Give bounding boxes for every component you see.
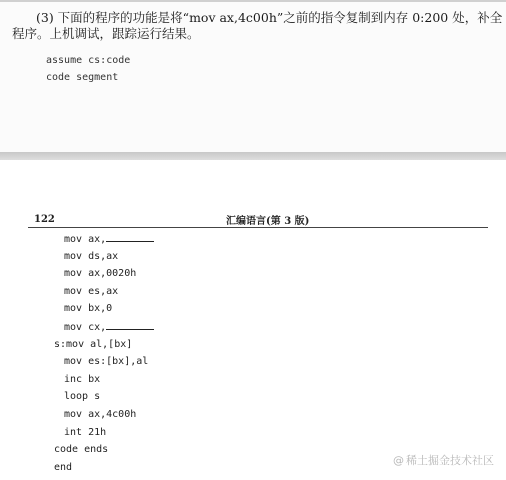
page-gap — [0, 152, 506, 160]
code-text: mov ax,0020h — [64, 268, 137, 280]
code-line — [64, 373, 100, 387]
code-text: mov es:[bx],al — [64, 356, 149, 368]
code-line — [54, 443, 108, 457]
code-text: mov bx,0 — [64, 303, 113, 315]
code-text: mov cx, — [64, 322, 107, 333]
code-text: end — [54, 461, 73, 473]
code-text: int 21h — [64, 426, 107, 438]
watermark — [393, 452, 494, 468]
code-text: mov ds,ax — [64, 250, 119, 262]
code-line-assume: assume cs:code — [46, 55, 131, 66]
code-line — [64, 267, 136, 281]
code-block-top — [46, 52, 130, 86]
code-text: mov ax, — [64, 234, 107, 245]
code-line — [64, 390, 100, 404]
code-line — [64, 426, 106, 440]
code-text: code ends — [54, 444, 109, 456]
code-line — [64, 250, 118, 264]
page-number: 122 — [34, 214, 55, 225]
task-description-line1: (3) 下面的程序的功能是将“mov ax,4c00h”之前的指令复制到内存 0:200 处，补全 — [36, 10, 503, 25]
book-header-title: 汇编语言(第 3 版) — [226, 216, 310, 227]
code-text: s:mov al,[bx] — [54, 338, 133, 350]
code-line — [54, 338, 132, 352]
code-text: inc bx — [64, 373, 101, 385]
watermark-text: 稀土掘金技术社区 — [406, 454, 494, 467]
header-rule — [28, 227, 488, 228]
code-line — [54, 461, 72, 475]
code-line-segment: code segment — [46, 72, 119, 83]
task-description-line2: 程序。上机调试，跟踪运行结果。 — [12, 26, 200, 41]
code-text: mov es,ax — [64, 285, 119, 297]
code-line — [64, 355, 148, 369]
fill-in-blank — [106, 320, 154, 330]
code-line — [64, 408, 136, 422]
watermark-at: @ — [393, 454, 404, 467]
code-line — [64, 320, 154, 334]
cut-line — [0, 0, 506, 2]
code-text: loop s — [64, 391, 101, 403]
code-line — [64, 285, 118, 299]
code-line — [64, 302, 112, 316]
code-line — [64, 232, 154, 246]
code-text: mov ax,4c00h — [64, 409, 137, 420]
fill-in-blank — [106, 232, 154, 242]
